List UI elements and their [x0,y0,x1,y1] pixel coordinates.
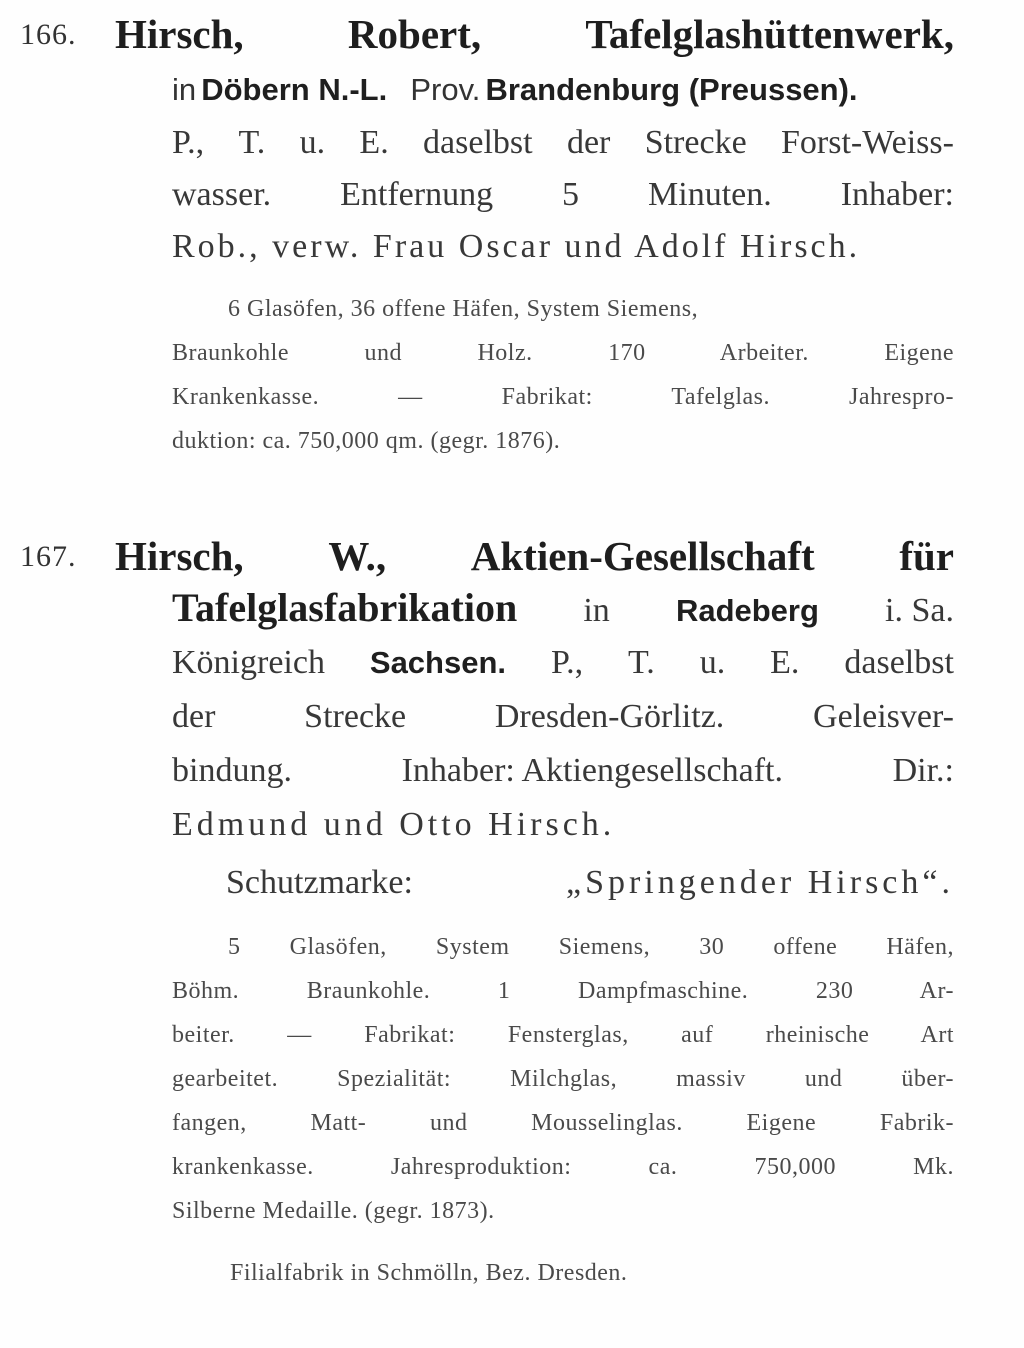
owners-line: Rob., verw. Frau Oscar und Adolf Hirsch. [172,228,861,265]
entry-number: 167. [20,540,77,573]
text-line: der Strecke Dresden-Görlitz. Geleisver- [172,698,954,735]
heading-word: Robert, [347,11,482,57]
detail-line: Böhm. Braunkohle. 1 Dampfmaschine. 230 Ar- [172,978,954,1004]
branch-line: Filialfabrik in Schmölln, Bez. Dresden. [230,1260,628,1286]
detail-line: fangen, Matt- und Mousselinglas. Eigene Fabrik- [172,1110,954,1136]
place-name: Radeberg [675,593,819,628]
detail-line: Krankenkasse. — Fabrikat: Tafelglas. Jahrespro- [172,384,954,410]
entry-heading [115,532,954,580]
detail-line: Silberne Medaille. (gegr. 1873). [172,1198,495,1224]
firm-line: Tafelglasfabrikation in Radeberg i. Sa. [172,585,954,630]
detail-line: Braunkohle und Holz. 170 Arbeiter. Eigene [172,340,954,366]
region-name: Brandenburg (Preussen). [485,72,858,107]
directors-line: Edmund und Otto Hirsch. [172,806,616,843]
detail-line: 6 Glasöfen, 36 offene Häfen, System Siemens, [228,296,699,322]
heading-word: Hirsch, [115,11,244,57]
text-line: P., T. u. E. daselbst der Strecke Forst-Weiss- [172,124,954,161]
detail-line: beiter. — Fabrikat: Fensterglas, auf rheinische Art [172,1022,954,1048]
heading-word: für [899,533,954,579]
text-line: wasser. Entfernung 5 Minuten. Inhaber: [172,176,954,213]
place-name: Döbern N.-L. [201,72,388,107]
region-name: Sachsen. [369,645,507,680]
detail-line: gearbeitet. Spezialität: Milchglas, massiv und über- [172,1066,954,1092]
detail-line: 5 Glasöfen, System Siemens, 30 offene Häfen, [228,934,954,960]
heading-word: Hirsch, [115,533,244,579]
entry-heading [115,10,954,58]
firm-name: Tafelglasfabrikation [172,585,518,630]
detail-line: krankenkasse. Jahresproduktion: ca. 750,000 Mk. [172,1154,954,1180]
heading-word: Aktien-Gesellschaft [470,533,815,579]
heading-word: W., [328,533,387,579]
trademark-label: Schutzmarke: [226,864,413,901]
heading-word: Tafelglashüttenwerk, [585,11,954,57]
trademark-value: „Springender Hirsch“. [565,864,954,901]
text-line: bindung. Inhaber: Aktiengesellschaft. Dir.: [172,752,954,789]
location-line: Königreich Sachsen. P., T. u. E. daselbst [172,644,954,681]
entry-number: 166. [20,18,77,51]
trademark-line [226,864,954,902]
location-line: in Döbern N.-L. Prov. Brandenburg (Preussen). [172,72,858,107]
detail-line: duktion: ca. 750,000 qm. (gegr. 1876). [172,428,561,454]
